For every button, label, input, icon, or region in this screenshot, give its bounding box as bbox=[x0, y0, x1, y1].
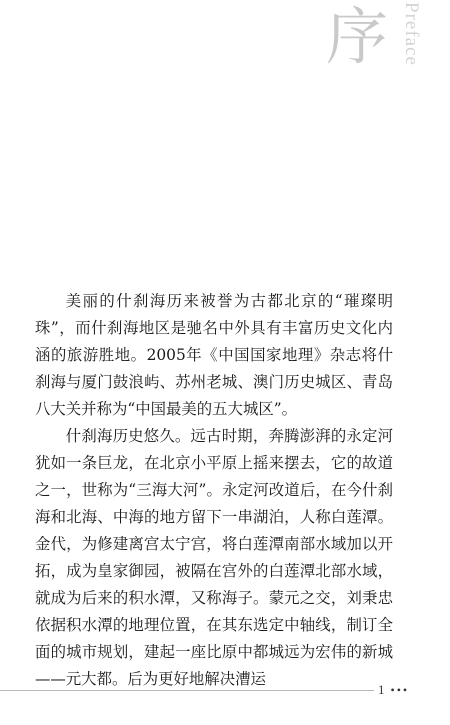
preface-header bbox=[298, 0, 422, 82]
page-number: 1 bbox=[378, 682, 385, 697]
page-dots-decoration: ••• bbox=[390, 683, 410, 697]
footer-rule bbox=[0, 690, 374, 691]
paragraph-1: 美丽的什刹海历来被誉为古都北京的“璀璨明珠”，而什刹海地区是驰名中外具有丰富历史文化内涵的旅游胜地。2005年《中国国家地理》杂志将什刹海与厦门鼓浪屿、苏州老城、澳门历史城区、青岛八大关并称为“中国最美的五大城区”。 bbox=[35, 292, 393, 418]
page-footer bbox=[378, 681, 409, 699]
preface-title-char: 序 bbox=[325, 0, 388, 73]
body-text bbox=[35, 288, 393, 693]
preface-title-latin: Preface bbox=[401, 2, 422, 66]
paragraph-2: 什刹海历史悠久。远古时期，奔腾澎湃的永定河犹如一条巨龙，在北京小平原上摇来摆去，它的故道之一，世称为“三海大河”。永定河改道后，在今什刹海和北海、中海的地方留下一串湖泊，人称白莲潭。金代，为修建离宫太宁宫，将白莲潭南部水域加以开拓，成为皇家御园，被隔在宫外的白莲潭北部水域，就成为后来的积水潭，又称海子。蒙元之交，刘秉忠依据积水潭的地理位置，在其东选定中轴线，制订全面的城市规划，建起一座比原中都城远为宏伟的新城——元大都。后为更好地解决漕运 bbox=[35, 427, 393, 688]
